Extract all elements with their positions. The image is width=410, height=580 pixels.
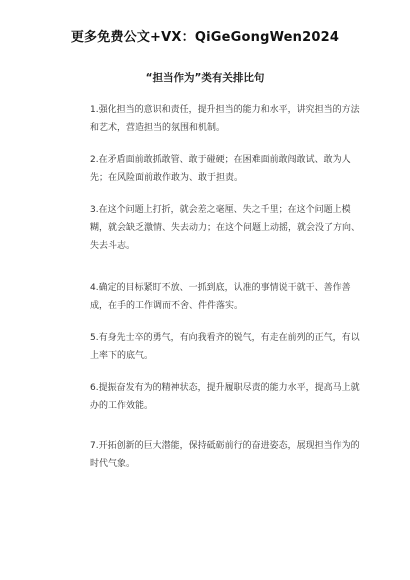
paragraph-7: 7.开拓创新的巨大潜能，保持砥砺前行的奋进姿态，展现担当作为的时代气象。 bbox=[90, 441, 360, 469]
paragraph-6: 6.提振奋发有为的精神状态，提升履职尽责的能力水平，提高马上就办的工作效能。 bbox=[90, 383, 360, 411]
document-title: “担当作为”类有关排比句 bbox=[145, 72, 265, 84]
paragraph-5: 5.有身先士卒的勇气，有向我看齐的锐气，有走在前列的正气，有以上率下的底气。 bbox=[90, 333, 360, 361]
watermark-header: 更多免费公文+VX：QiGeGongWen2024 bbox=[70, 30, 340, 45]
paragraph-1: 1.强化担当的意识和责任，提升担当的能力和水平，讲究担当的方法和艺术，营造担当的氛围和机制。 bbox=[90, 105, 360, 133]
paragraph-3: 3.在这个问题上打折，就会差之毫厘、失之千里；在这个问题上模糊，就会缺乏激情、失去动力；在这个问题上动摇，就会没了方向、失去斗志。 bbox=[90, 205, 361, 251]
paragraph-4: 4.确定的目标紧盯不放、一抓到底，认准的事情说干就干、善作善成，在手的工作调而不舍、件件落实。 bbox=[90, 283, 351, 311]
paragraph-2: 2.在矛盾面前敢抓敢管、敢于碰硬；在困难面前敢闯敢试、敢为人先；在风险面前敢作敢为、敢于担责。 bbox=[90, 155, 351, 183]
